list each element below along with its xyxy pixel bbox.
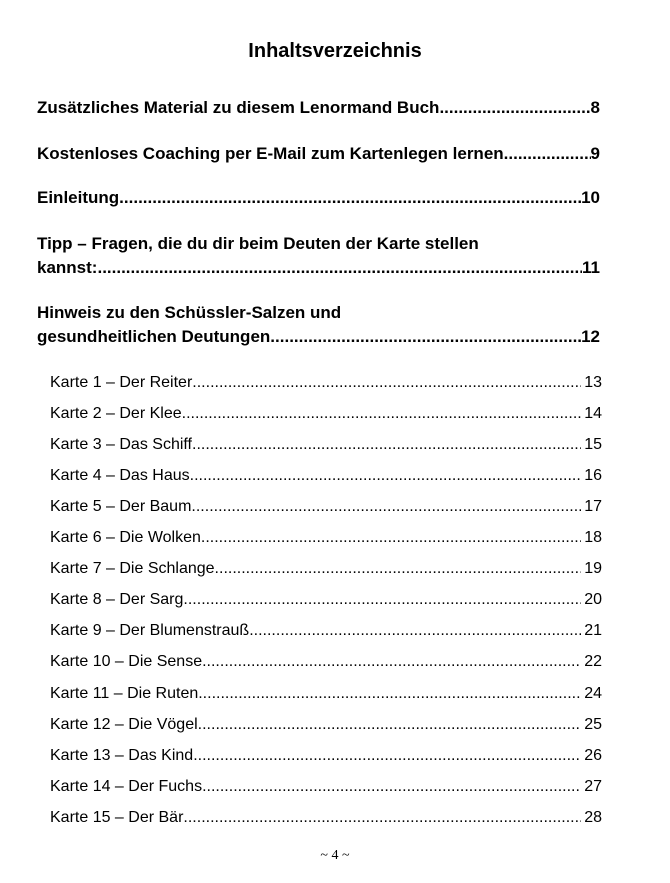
- toc-entry-karte-9[interactable]: [50, 621, 602, 641]
- dot-leader: [270, 325, 581, 349]
- toc-entry-page: 25: [584, 716, 602, 733]
- toc-entry-page: 19: [584, 560, 602, 577]
- toc-entry-label: Karte 4 – Das Haus: [50, 467, 190, 484]
- toc-entry-label: Karte 15 – Der Bär: [50, 809, 184, 826]
- toc-entry-page: 14: [584, 405, 602, 422]
- toc-entry-page: 22: [584, 653, 602, 670]
- toc-entry-page: 18: [584, 529, 602, 546]
- toc-entry-label: Karte 14 – Der Fuchs: [50, 778, 203, 795]
- toc-entry-karte-14[interactable]: [50, 777, 602, 797]
- toc-entry-label-cont: gesundheitlichen Deutungen: [37, 327, 271, 346]
- toc-entry-karte-15[interactable]: [50, 808, 602, 828]
- dot-leader: [193, 746, 581, 766]
- toc-entry-tipp[interactable]: [37, 232, 600, 280]
- toc-entry-einleitung[interactable]: [37, 186, 600, 210]
- toc-entry-page: 12: [581, 327, 600, 346]
- toc-entry-page: 13: [584, 374, 602, 391]
- toc-entry-page: 9: [590, 144, 600, 163]
- dot-leader: [198, 715, 582, 735]
- toc-entry-page: 16: [584, 467, 602, 484]
- toc-entry-page: 24: [584, 685, 602, 702]
- dot-leader: [202, 777, 581, 797]
- toc-entry-karte-2[interactable]: [50, 404, 602, 424]
- toc-entry-label-cont: kannst:: [37, 258, 98, 277]
- page-title: Inhaltsverzeichnis: [248, 40, 422, 62]
- dot-leader: [504, 142, 591, 166]
- toc-entry-label: Einleitung: [37, 188, 120, 207]
- dot-leader: [192, 373, 581, 393]
- dot-leader: [439, 96, 590, 120]
- toc-entry-coaching[interactable]: [37, 142, 600, 166]
- toc-entry-label: Karte 2 – Der Klee: [50, 405, 182, 422]
- toc-entry-label: Karte 13 – Das Kind: [50, 747, 194, 764]
- dot-leader: [198, 684, 581, 704]
- toc-entry-label: Kostenloses Coaching per E-Mail zum Kartenlegen lernen: [37, 144, 504, 163]
- dot-leader: [182, 404, 582, 424]
- page-number-footer: ~ 4 ~: [320, 848, 350, 863]
- toc-entry-page: 28: [584, 809, 602, 826]
- dot-leader: [183, 590, 581, 610]
- toc-entry-karte-12[interactable]: [50, 715, 602, 735]
- dot-leader: [119, 186, 581, 210]
- toc-entry-karte-3[interactable]: [50, 435, 602, 455]
- toc-entry-karte-10[interactable]: [50, 652, 602, 672]
- dot-leader: [191, 497, 581, 517]
- toc-entry-label: Zusätzliches Material zu diesem Lenormand Buch: [37, 98, 440, 117]
- dot-leader: [249, 621, 581, 641]
- dot-leader: [190, 466, 582, 486]
- toc-entry-label: Karte 5 – Der Baum: [50, 498, 192, 515]
- toc-entry-label: Karte 12 – Die Vögel: [50, 716, 198, 733]
- toc-entry-label: Karte 3 – Das Schiff: [50, 436, 192, 453]
- toc-entry-label: Karte 10 – Die Sense: [50, 653, 203, 670]
- toc-entry-label: Hinweis zu den Schüssler-Salzen und: [37, 303, 342, 322]
- dot-leader: [97, 256, 582, 280]
- toc-entry-page: 17: [584, 498, 602, 515]
- toc-entry-page: 27: [584, 778, 602, 795]
- toc-entry-karte-8[interactable]: [50, 590, 602, 610]
- toc-entry-karte-4[interactable]: [50, 466, 602, 486]
- toc-entry-material[interactable]: [37, 96, 600, 120]
- toc-entry-page: 20: [584, 591, 602, 608]
- dot-leader: [192, 435, 581, 455]
- toc-entry-label: Karte 9 – Der Blumenstrauß: [50, 622, 250, 639]
- toc-entry-karte-13[interactable]: [50, 746, 602, 766]
- toc-entry-label: Tipp – Fragen, die du dir beim Deuten der Karte stellen: [37, 234, 479, 253]
- toc-entry-label: Karte 1 – Der Reiter: [50, 374, 193, 391]
- toc-entry-page: 26: [584, 747, 602, 764]
- toc-entry-karte-1[interactable]: [50, 373, 602, 393]
- toc-entry-page: 10: [581, 188, 600, 207]
- toc-entry-label: Karte 8 – Der Sarg: [50, 591, 184, 608]
- toc-entry-page: 8: [590, 98, 600, 117]
- dot-leader: [215, 559, 582, 579]
- dot-leader: [201, 528, 581, 548]
- toc-entry-karte-7[interactable]: [50, 559, 602, 579]
- toc-entry-karte-5[interactable]: [50, 497, 602, 517]
- toc-entry-page: 15: [584, 436, 602, 453]
- toc-entry-page: 21: [584, 622, 602, 639]
- dot-leader: [183, 808, 581, 828]
- toc-entry-karte-6[interactable]: [50, 528, 602, 548]
- dot-leader: [202, 652, 581, 672]
- toc-entry-page: 11: [582, 258, 600, 277]
- toc-entry-label: Karte 11 – Die Ruten: [50, 685, 199, 702]
- toc-entry-hinweis[interactable]: [37, 301, 600, 349]
- toc-entry-label: Karte 7 – Die Schlange: [50, 560, 215, 577]
- toc-entry-karte-11[interactable]: [50, 684, 602, 704]
- toc-entry-label: Karte 6 – Die Wolken: [50, 529, 201, 546]
